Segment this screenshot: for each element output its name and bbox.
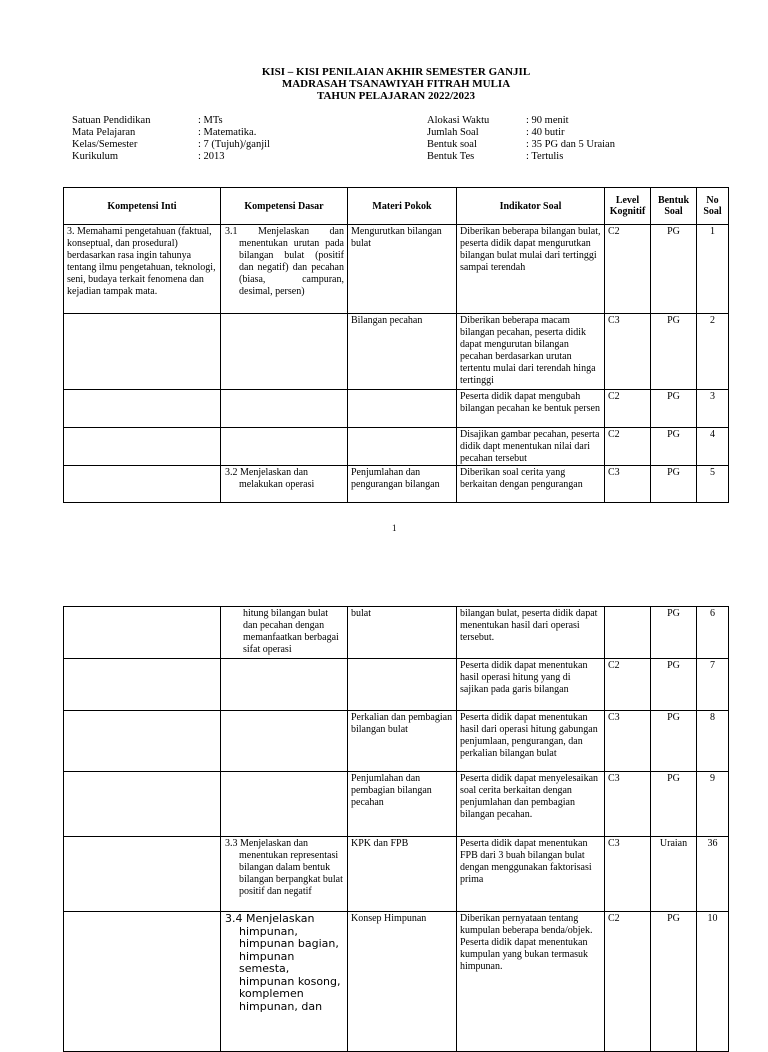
header-indikator-soal: Indikator Soal <box>457 188 605 225</box>
cell-materi <box>348 659 457 711</box>
cell-no: 4 <box>697 428 729 466</box>
cell-kd <box>221 711 348 772</box>
cell-level: C3 <box>605 711 651 772</box>
cell-ki <box>64 428 221 466</box>
cell-ki <box>64 772 221 837</box>
meta-label: Bentuk Tes <box>427 151 475 162</box>
header-materi-pokok: Materi Pokok <box>348 188 457 225</box>
cell-bentuk: Uraian <box>651 837 697 912</box>
cell-no: 1 <box>697 225 729 314</box>
cell-ki <box>64 390 221 428</box>
table-row <box>64 390 729 428</box>
table-row <box>64 607 729 659</box>
table-row <box>64 314 729 390</box>
table-row <box>64 772 729 837</box>
cell-no: 6 <box>697 607 729 659</box>
meta-label: Satuan Pendidikan <box>72 115 151 126</box>
meta-right <box>427 115 615 163</box>
document-title <box>0 66 768 102</box>
cell-ki <box>64 837 221 912</box>
cell-indikator: Peserta didik dapat menentukan FPB dari 3 buah bilangan bulat dengan menggunakan faktorisasi prima <box>457 837 605 912</box>
table-row <box>64 225 729 314</box>
meta-value: : 7 (Tujuh)/ganjil <box>198 139 270 150</box>
cell-bentuk: PG <box>651 428 697 466</box>
cell-level: C2 <box>605 912 651 1052</box>
cell-ki <box>64 711 221 772</box>
cell-indikator: Diberikan beberapa macam bilangan pecahan, peserta didik dapat mengurutan bilangan pecahan berdasarkan urutan tertentu mulai dari terendah hinga tertinggi <box>457 314 605 390</box>
meta-label: Bentuk soal <box>427 139 477 150</box>
cell-materi: Penjumlahan dan pengurangan bilangan <box>348 466 457 503</box>
cell-materi: bulat <box>348 607 457 659</box>
table-row <box>64 711 729 772</box>
cell-level: C2 <box>605 390 651 428</box>
cell-bentuk: PG <box>651 607 697 659</box>
cell-no: 9 <box>697 772 729 837</box>
page-number: 1 <box>392 523 397 533</box>
title-line-3: TAHUN PELAJARAN 2022/2023 <box>316 90 476 102</box>
header-bentuk-soal: Bentuk Soal <box>651 188 697 225</box>
table-row <box>64 466 729 503</box>
cell-level: C3 <box>605 772 651 837</box>
cell-kd: hitung bilangan bulat dan pecahan dengan memanfaatkan berbagai sifat operasi <box>221 607 348 659</box>
meta-label: Mata Pelajaran <box>72 127 136 138</box>
cell-indikator: Peserta didik dapat menentukan hasil dari operasi hitung gabungan penjumlaan, pengurangan, dan perkalian bilangan bulat <box>457 711 605 772</box>
cell-materi: Perkalian dan pembagian bilangan bulat <box>348 711 457 772</box>
cell-indikator: bilangan bulat, peserta didik dapat menentukan hasil dari operasi tersebut. <box>457 607 605 659</box>
cell-materi: Konsep Himpunan <box>348 912 457 1052</box>
meta-value: : 35 PG dan 5 Uraian <box>526 139 615 150</box>
header-no-soal: No Soal <box>697 188 729 225</box>
cell-kd <box>221 390 348 428</box>
cell-ki <box>64 466 221 503</box>
header-kompetensi-inti: Kompetensi Inti <box>64 188 221 225</box>
cell-no: 7 <box>697 659 729 711</box>
cell-bentuk: PG <box>651 711 697 772</box>
table-row <box>64 837 729 912</box>
cell-level: C2 <box>605 225 651 314</box>
cell-ki <box>64 659 221 711</box>
kisi-table-page-2 <box>63 606 729 1052</box>
cell-indikator: Diberikan pernyataan tentang kumpulan beberapa benda/objek. Peserta didik dapat menentukan kumpulan yang bukan termasuk himpunan. <box>457 912 605 1052</box>
cell-kd <box>221 428 348 466</box>
cell-no: 3 <box>697 390 729 428</box>
cell-level: C2 <box>605 428 651 466</box>
cell-indikator: Peserta didik dapat menentukan hasil operasi hitung yang di sajikan pada garis bilangan <box>457 659 605 711</box>
cell-bentuk: PG <box>651 912 697 1052</box>
cell-no: 2 <box>697 314 729 390</box>
cell-no: 36 <box>697 837 729 912</box>
cell-kd: 3.4 Menjelaskan himpunan, himpunan bagian, himpunan semesta, himpunan kosong, komplemen himpunan, dan <box>221 912 348 1052</box>
cell-ki: 3. Memahami pengetahuan (faktual, konseptual, dan prosedural) berdasarkan rasa ingin tahunya tentang ilmu pengetahuan, teknologi, seni, budaya terkait fenomena dan kejadian tampak mata. <box>64 225 221 314</box>
cell-kd: 3.1 Menjelaskan dan menentukan urutan pada bilangan bulat (positif dan negatif) dan pecahan (biasa, campuran, desimal, persen) <box>221 225 348 314</box>
cell-level: C2 <box>605 659 651 711</box>
cell-level: C3 <box>605 837 651 912</box>
meta-left <box>72 115 270 163</box>
header-kompetensi-dasar: Kompetensi Dasar <box>221 188 348 225</box>
cell-ki <box>64 912 221 1052</box>
cell-materi: KPK dan FPB <box>348 837 457 912</box>
cell-indikator: Peserta didik dapat menyelesaikan soal cerita berkaitan dengan penjumlahan dan pembagian bilangan pecahan. <box>457 772 605 837</box>
cell-no: 10 <box>697 912 729 1052</box>
cell-indikator: Disajikan gambar pecahan, peserta didik dapt menentukan nilai dari pecahan tersebut <box>457 428 605 466</box>
meta-value: : MTs <box>198 115 223 126</box>
cell-no: 5 <box>697 466 729 503</box>
cell-level <box>605 607 651 659</box>
meta-value: : 2013 <box>198 151 225 162</box>
cell-ki <box>64 314 221 390</box>
cell-materi: Mengurutkan bilangan bulat <box>348 225 457 314</box>
meta-label: Jumlah Soal <box>427 127 479 138</box>
cell-kd <box>221 659 348 711</box>
cell-ki <box>64 607 221 659</box>
title-line-2: MADRASAH TSANAWIYAH FITRAH MULIA <box>281 78 511 90</box>
cell-bentuk: PG <box>651 314 697 390</box>
cell-bentuk: PG <box>651 466 697 503</box>
meta-label: Alokasi Waktu <box>427 115 490 126</box>
header-level-kognitif: Level Kognitif <box>605 188 651 225</box>
meta-value: : 40 butir <box>526 127 565 138</box>
cell-materi: Bilangan pecahan <box>348 314 457 390</box>
cell-bentuk: PG <box>651 225 697 314</box>
cell-bentuk: PG <box>651 390 697 428</box>
cell-materi: Penjumlahan dan pembagian bilangan pecahan <box>348 772 457 837</box>
table-row <box>64 659 729 711</box>
cell-kd: 3.3 Menjelaskan dan menentukan representasi bilangan dalam bentuk bilangan berpangkat bulat positif dan negatif <box>221 837 348 912</box>
cell-kd: 3.2 Menjelaskan dan melakukan operasi <box>221 466 348 503</box>
table-row <box>64 428 729 466</box>
cell-kd <box>221 314 348 390</box>
cell-indikator: Peserta didik dapat mengubah bilangan pecahan ke bentuk persen <box>457 390 605 428</box>
cell-indikator: Diberikan soal cerita yang berkaitan dengan pengurangan <box>457 466 605 503</box>
cell-materi <box>348 390 457 428</box>
table-row <box>64 912 729 1052</box>
cell-materi <box>348 428 457 466</box>
cell-level: C3 <box>605 314 651 390</box>
table-header-row <box>64 188 729 225</box>
title-line-1: KISI – KISI PENILAIAN AKHIR SEMESTER GANJIL <box>261 66 531 78</box>
cell-level: C3 <box>605 466 651 503</box>
meta-value: : Tertulis <box>526 151 564 162</box>
cell-indikator: Diberikan beberapa bilangan bulat, peserta didik dapat mengurutkan bilangan bulat mulai dari tertinggi sampai terendah <box>457 225 605 314</box>
meta-label: Kurikulum <box>72 151 119 162</box>
cell-kd <box>221 772 348 837</box>
cell-bentuk: PG <box>651 659 697 711</box>
cell-bentuk: PG <box>651 772 697 837</box>
meta-label: Kelas/Semester <box>72 139 138 150</box>
cell-no: 8 <box>697 711 729 772</box>
meta-value: : Matematika. <box>198 127 257 138</box>
meta-value: : 90 menit <box>526 115 569 126</box>
kisi-table-page-1 <box>63 187 729 503</box>
